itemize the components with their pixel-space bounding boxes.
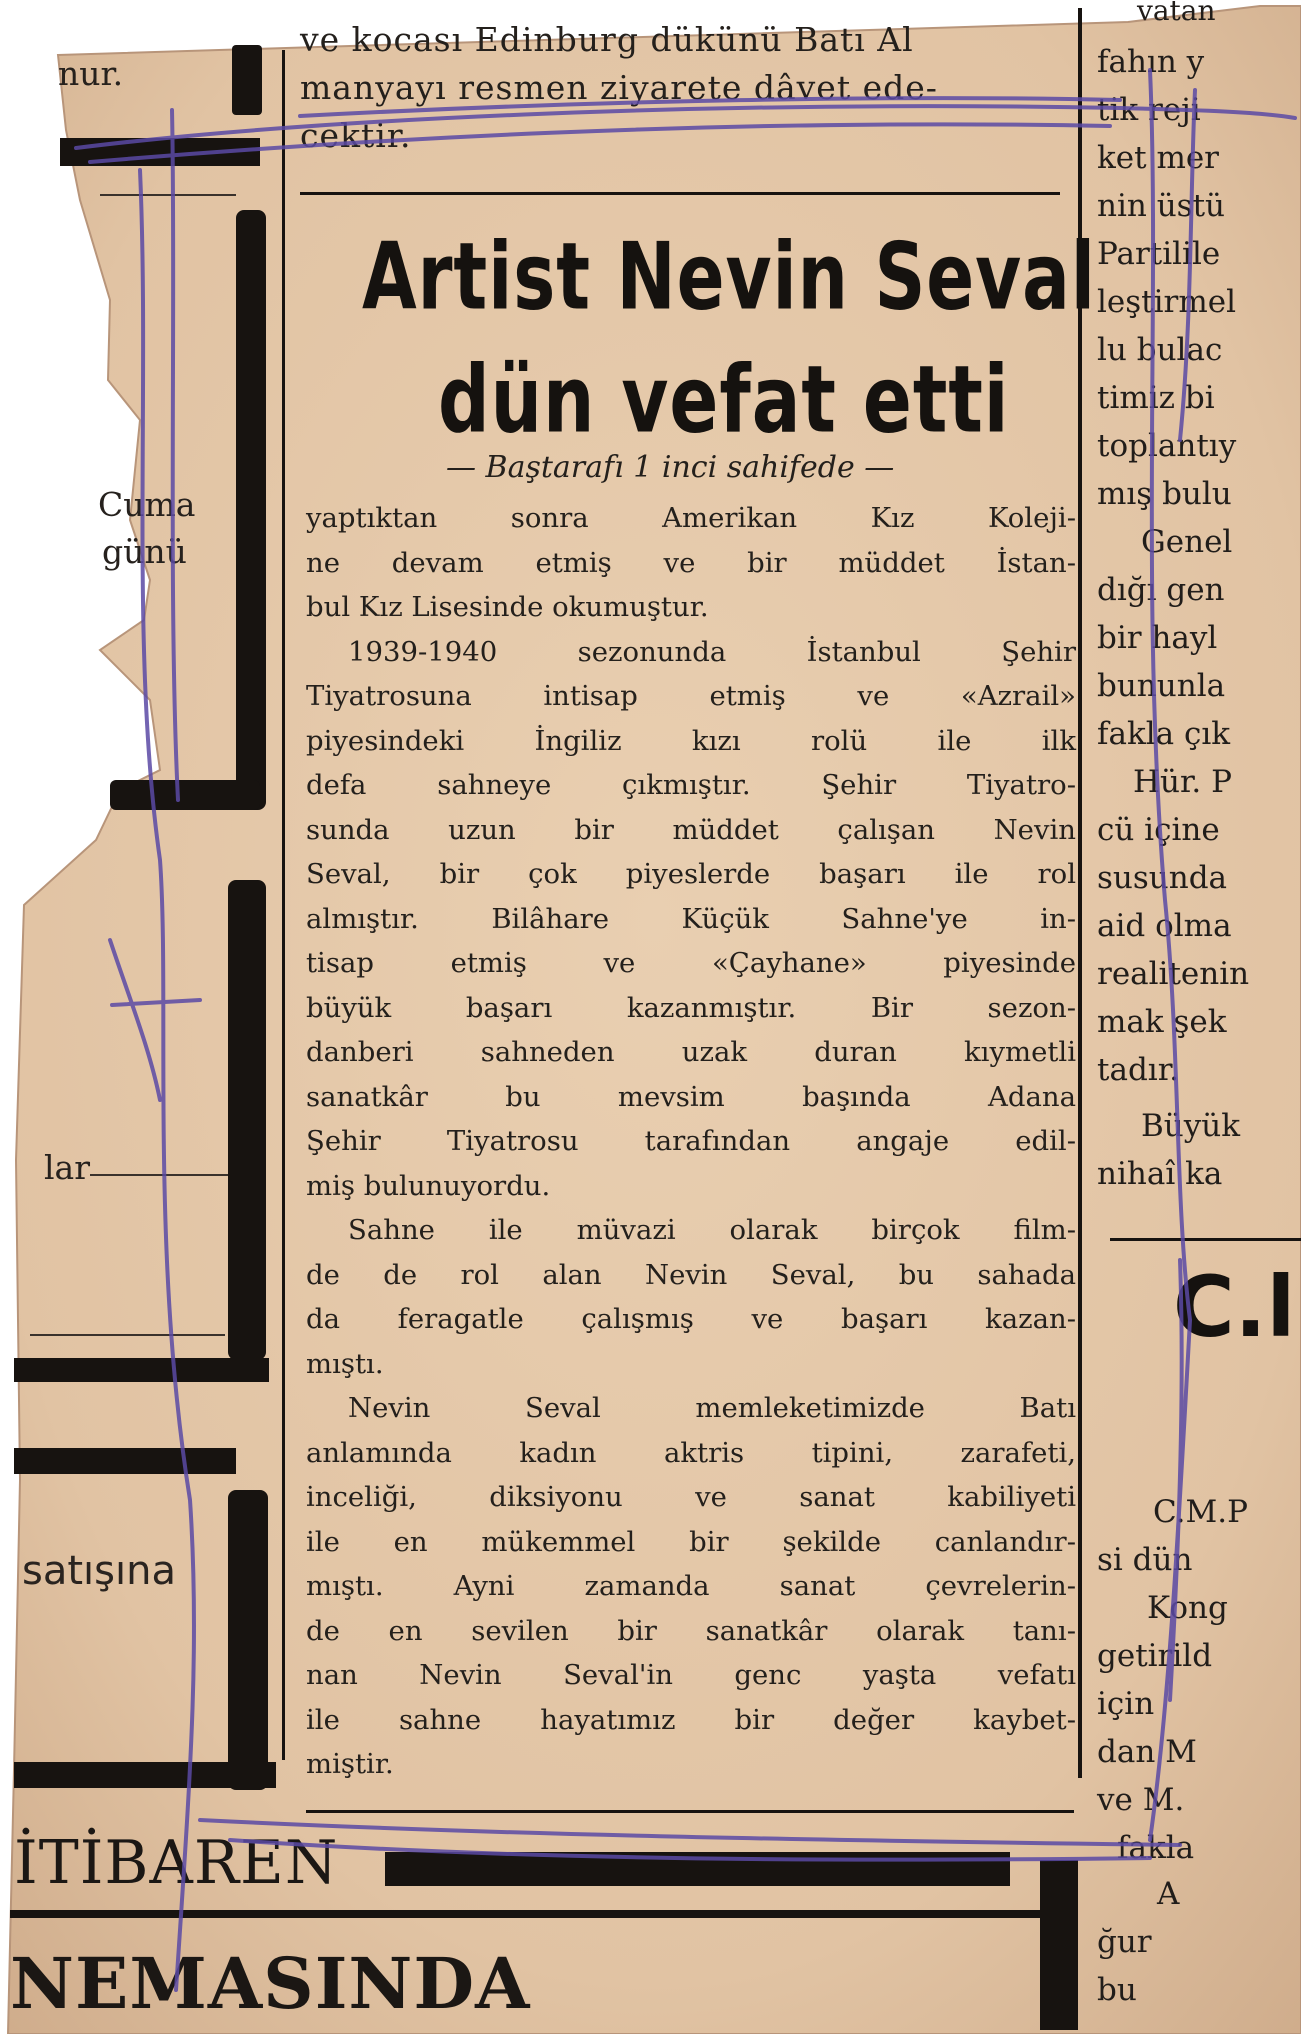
body-line: sunda uzun bir müddet çalışan Nevin xyxy=(306,813,1076,846)
body-line: Nevin Seval memleketimizde Batı xyxy=(348,1392,1076,1424)
right-line: Partilile xyxy=(1097,236,1221,272)
right-line: fakla çık xyxy=(1097,716,1231,752)
body-line: de de rol alan Nevin Seval, bu sahada xyxy=(306,1258,1076,1291)
right-line: fakla xyxy=(1117,1830,1195,1866)
right-line: Hür. P xyxy=(1133,764,1232,800)
body-line: piyesindeki İngiliz kızı rolü ile ilk xyxy=(306,724,1076,757)
intro-line-3: cektir. xyxy=(300,116,412,155)
right-big-heading: C.l xyxy=(1173,1258,1296,1356)
headline-line-2: dün vefat etti xyxy=(438,345,1010,454)
right-line: ğur xyxy=(1097,1924,1152,1960)
right-line: leştirmel xyxy=(1097,284,1237,320)
right-line: cü içine xyxy=(1097,812,1220,848)
bottom-fragment-itibaren: İTİBAREN xyxy=(14,1828,339,1898)
right-line: tik reji xyxy=(1097,92,1201,128)
right-line: ve M. xyxy=(1097,1782,1185,1818)
body-line: defa sahneye çıkmıştır. Şehir Tiyatro- xyxy=(306,769,1076,801)
body-line: miş bulunuyordu. xyxy=(306,1169,551,1202)
right-line: Büyük xyxy=(1141,1108,1241,1144)
right-line: si dün xyxy=(1097,1542,1193,1578)
right-line: getirild xyxy=(1097,1638,1213,1674)
body-line: Şehir Tiyatrosu tarafından angaje edil- xyxy=(306,1125,1076,1157)
right-line: bu xyxy=(1097,1972,1137,2008)
right-line: tadır. xyxy=(1097,1052,1179,1088)
right-line: fahın y xyxy=(1097,44,1205,80)
right-line: mak şek xyxy=(1097,1004,1227,1040)
body-line: almıştır. Bilâhare Küçük Sahne'ye in- xyxy=(306,902,1076,935)
byline: — Baştarafı 1 inci sahifede — xyxy=(446,450,895,485)
body-line: da feragatle çalışmış ve başarı kazan- xyxy=(306,1303,1076,1335)
right-line: bir hayl xyxy=(1097,620,1218,656)
right-line: timiz bi xyxy=(1097,380,1215,416)
right-line: aid olma xyxy=(1097,908,1232,944)
body-line: Seval, bir çok piyeslerde başarı ile rol xyxy=(306,858,1076,890)
right-line: için xyxy=(1097,1686,1155,1722)
body-line: de en sevilen bir sanatkâr olarak tanı- xyxy=(306,1614,1076,1647)
right-line: ket mer xyxy=(1097,140,1220,176)
right-line: susunda xyxy=(1097,860,1228,896)
intro-line-1: ve kocası Edinburg dükünü Batı Al xyxy=(300,20,914,59)
right-line: nin üstü xyxy=(1097,188,1225,224)
left-fragment-gunu: günü xyxy=(102,532,187,571)
body-line: ne devam etmiş ve bir müddet İstan- xyxy=(306,546,1076,579)
left-fragment-nur: nur. xyxy=(58,54,124,93)
right-line: mış bulu xyxy=(1097,476,1232,512)
right-line: Genel xyxy=(1141,524,1233,560)
right-line: vatan xyxy=(1137,0,1216,27)
right-line: dan M xyxy=(1097,1734,1197,1770)
body-line: tisap etmiş ve «Çayhane» piyesinde xyxy=(306,947,1076,979)
body-line: nan Nevin Seval'in genc yaşta vefatı xyxy=(306,1659,1076,1691)
article-body xyxy=(306,496,1076,1787)
right-line: lu bulac xyxy=(1097,332,1223,368)
body-line: inceliği, diksiyonu ve sanat kabiliyeti xyxy=(306,1481,1076,1513)
right-line: Kong xyxy=(1147,1590,1228,1626)
body-line: 1939-1940 sezonunda İstanbul Şehir xyxy=(348,635,1076,668)
headline-line-1: Artist Nevin Seval xyxy=(362,222,1096,331)
right-line: nihaî ka xyxy=(1097,1156,1223,1192)
body-line: bul Kız Lisesinde okumuştur. xyxy=(306,591,709,623)
body-line: anlamında kadın aktris tipini, zarafeti, xyxy=(306,1436,1076,1469)
body-line: ile en mükemmel bir şekilde canlandır- xyxy=(306,1525,1076,1558)
right-line: realitenin xyxy=(1097,956,1250,992)
body-line: sanatkâr bu mevsim başında Adana xyxy=(306,1080,1076,1113)
right-line: bununla xyxy=(1097,668,1226,704)
intro-line-2: manyayı resmen ziyarete dâvet ede- xyxy=(300,68,938,107)
body-line: danberi sahneden uzak duran kıymetli xyxy=(306,1036,1076,1068)
body-line: yaptıktan sonra Amerikan Kız Koleji- xyxy=(306,502,1076,534)
right-line: C.M.P xyxy=(1153,1494,1248,1530)
right-line: toplantıy xyxy=(1097,428,1237,464)
body-line: mıştı. xyxy=(306,1347,384,1380)
right-line: A xyxy=(1157,1876,1180,1912)
body-line: miştir. xyxy=(306,1748,394,1780)
right-line: dığı gen xyxy=(1097,572,1225,608)
bottom-fragment-sinemasinda: NEMASINDA xyxy=(10,1942,531,2025)
left-fragment-lar: lar xyxy=(44,1148,91,1187)
body-line: Sahne ile müvazi olarak birçok film- xyxy=(348,1214,1076,1246)
left-fragment-satisina: satışına xyxy=(22,1548,176,1594)
body-line: mıştı. Ayni zamanda sanat çevrelerin- xyxy=(306,1570,1076,1602)
body-line: Tiyatrosuna intisap etmiş ve «Azrail» xyxy=(306,680,1076,712)
body-line: ile sahne hayatımız bir değer kaybet- xyxy=(306,1703,1076,1736)
body-line: büyük başarı kazanmıştır. Bir sezon- xyxy=(306,991,1076,1024)
left-fragment-cuma: Cuma xyxy=(98,485,196,524)
